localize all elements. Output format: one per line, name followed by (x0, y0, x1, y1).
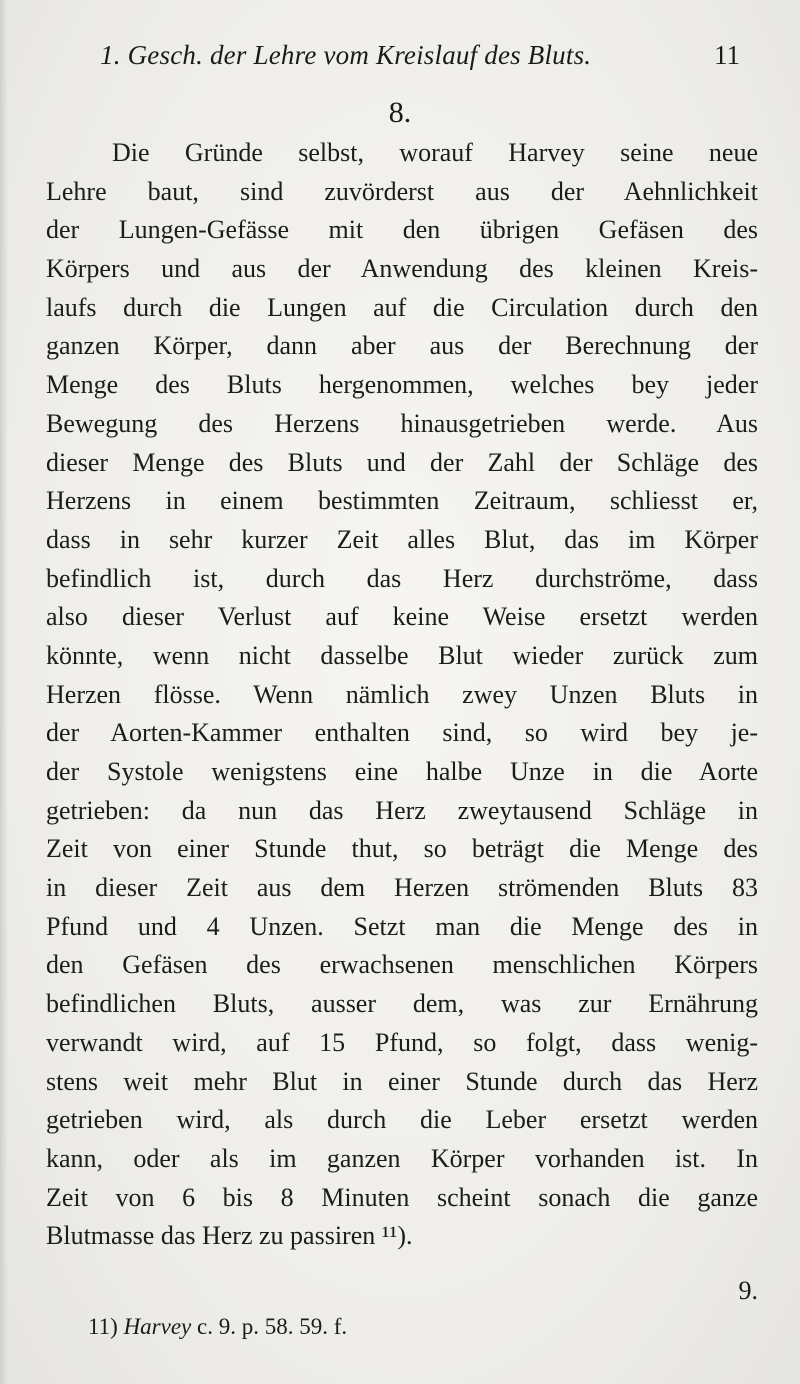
section-number: 8. (388, 96, 412, 129)
text-line: Zeit von 6 bis 8 Minuten scheint sonach die ganze (46, 1182, 758, 1212)
footnote-marker: 11) (88, 1314, 118, 1339)
text-line: könnte, wenn nicht dasselbe Blut wieder zurück zum (46, 640, 758, 670)
page-gutter-shadow (0, 0, 8, 1384)
text-line: also dieser Verlust auf keine Weise ersetzt werden (46, 602, 758, 632)
text-line: Die Gründe selbst, worauf Harvey seine neue (112, 138, 758, 167)
text-line: Pfund und 4 Unzen. Setzt man die Menge des in (46, 911, 758, 941)
running-header (100, 36, 750, 76)
text-line: getrieben wird, als durch die Leber ersetzt werden (46, 1105, 758, 1135)
text-line: Zeit von einer Stunde thut, so beträgt die Menge des (46, 834, 758, 864)
text-line: Herzen flösse. Wenn nämlich zwey Unzen Bluts in (46, 679, 758, 709)
text-line: dieser Menge des Bluts und der Zahl der Schläge des (46, 447, 758, 477)
footnote-author: Harvey (123, 1314, 192, 1339)
text-line: ganzen Körper, dann aber aus der Berechnung der (46, 331, 758, 361)
text-line: Bewegung des Herzens hinausgetrieben werde. Aus (46, 408, 758, 438)
text-line: Blutmasse das Herz zu passiren ¹¹). (46, 1221, 413, 1251)
text-line: Lehre baut, sind zuvörderst aus der Aehnlichkeit (46, 176, 758, 206)
text-line: verwandt wird, auf 15 Pfund, so folgt, dass wenig- (46, 1027, 758, 1057)
text-line: kann, oder als im ganzen Körper vorhanden ist. In (46, 1143, 758, 1173)
text-line: befindlichen Bluts, ausser dem, was zur Ernährung (46, 989, 758, 1019)
text-line: der Aorten-Kammer enthalten sind, so wird bey je- (46, 718, 758, 748)
text-line: Herzens in einem bestimmten Zeitraum, schliesst er, (46, 486, 758, 516)
page-number: 11 (714, 40, 740, 70)
text-line: Körpers und aus der Anwendung des kleinen Kreis- (46, 254, 758, 284)
text-line: stens weit mehr Blut in einer Stunde durch das Herz (46, 1066, 758, 1096)
text-line: in dieser Zeit aus dem Herzen strömenden Bluts 83 (46, 873, 758, 903)
catchword: 9. (738, 1276, 758, 1305)
text-line: getrieben: da nun das Herz zweytausend Schläge in (46, 795, 758, 825)
text-line: den Gefäsen des erwachsenen menschlichen Körpers (46, 950, 758, 980)
body-text (46, 134, 758, 1256)
text-line: dass in sehr kurzer Zeit alles Blut, das im Körper (46, 524, 758, 554)
text-line: der Lungen-Gefässe mit den übrigen Gefäsen des (46, 215, 758, 245)
text-line: laufs durch die Lungen auf die Circulation durch den (46, 292, 758, 322)
text-line: der Systole wenigstens eine halbe Unze in die Aorte (46, 757, 758, 786)
footnote (88, 1314, 347, 1340)
footnote-reference: c. 9. p. 58. 59. f. (197, 1314, 348, 1339)
running-head-title: 1. Gesch. der Lehre vom Kreislauf des Bluts. (100, 40, 592, 70)
text-line: befindlich ist, durch das Herz durchströme, dass (46, 563, 758, 593)
text-line: Menge des Bluts hergenommen, welches bey jeder (46, 370, 758, 400)
